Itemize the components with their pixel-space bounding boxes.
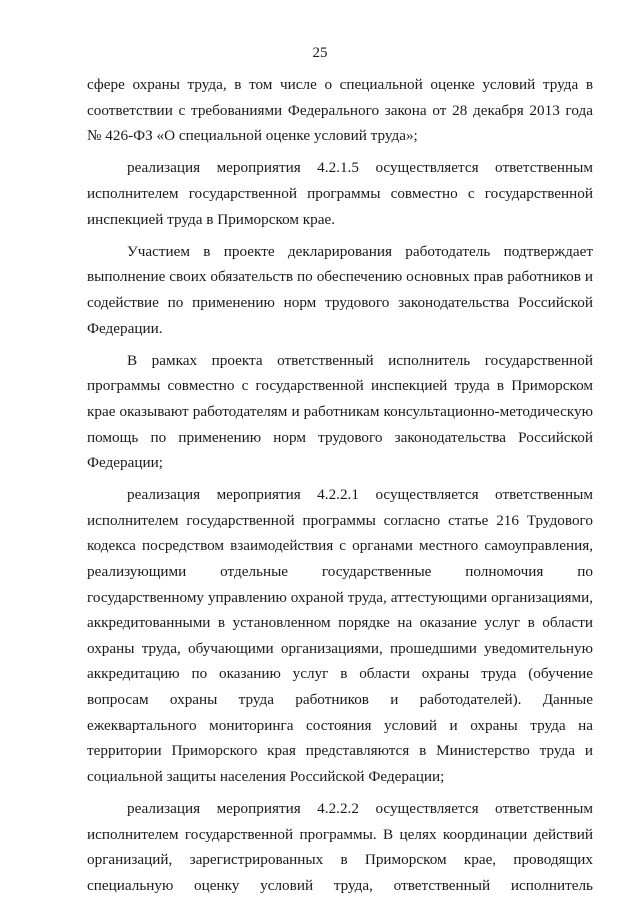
paragraph-2: реализация мероприятия 4.2.1.5 осуществляется ответственным исполнителем государственной программы совместно с государственной инспекцией труда в Приморском крае. — [87, 159, 593, 228]
page-number: 25 — [312, 45, 328, 61]
paragraph-4: В рамках проекта ответственный исполнитель государственной программы совместно с государственной инспекцией труда в Приморском крае оказывают работодателям и работникам консультационно-методическую помощь по применению норм трудового законодательства Российской Федерации; — [87, 351, 593, 472]
document-body — [87, 72, 593, 905]
paragraph-5: реализация мероприятия 4.2.2.1 осуществляется ответственным исполнителем государственной программы согласно статье 216 Трудового кодекса посредством взаимодействия с органами местного самоуправления, реализующими отдельные государственные полномочия по государственному управлению охраной труда, аттестующими организациями, аккредитованными в установленном порядке на оказание услуг в области охраны труда, обучающими организациями, прошедшими уведомительную аккредитацию по оказанию услуг в области охраны труда (обучение вопросам охраны труда работников и работодателей). Данные ежеквартального мониторинга состояния условий и охраны труда на территории Приморского края представляются в Министерство труда и социальной защиты населения Российской Федерации; — [87, 486, 593, 785]
paragraph-6: реализация мероприятия 4.2.2.2 осуществляется ответственным исполнителем государственной программы. В целях координации действий организаций, зарегистрированных в Приморском крае, проводящих специальную оценку условий труда, ответственный исполнитель — [87, 800, 593, 894]
paragraph-3: Участием в проекте декларирования работодатель подтверждает выполнение своих обязательств по обеспечению основных прав работников и содействие по применению норм трудового законодательства Российской Федерации. — [87, 242, 593, 337]
paragraph-1: сфере охраны труда, в том числе о специальной оценке условий труда в соответствии с требованиями Федерального закона от 28 декабря 2013 года № 426-ФЗ «О специальной оценке условий труда»; — [87, 76, 593, 145]
